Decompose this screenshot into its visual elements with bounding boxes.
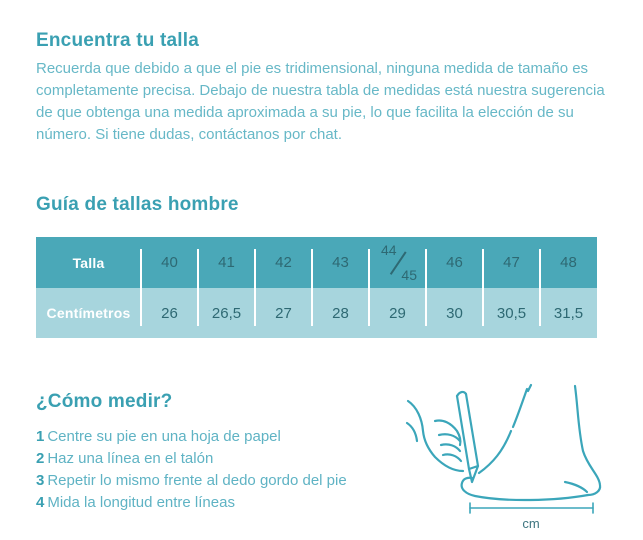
step-text: Centre su pie en una hoja de papel bbox=[47, 428, 281, 445]
column-divider bbox=[140, 249, 142, 326]
measure-steps-list bbox=[36, 426, 347, 514]
column-divider bbox=[368, 249, 370, 326]
split-size-bottom: 45 bbox=[401, 267, 417, 283]
step-number: 2 bbox=[36, 450, 45, 467]
page-title: Encuentra tu talla bbox=[36, 30, 200, 51]
measure-step bbox=[36, 426, 347, 448]
size-cell: 47 bbox=[503, 254, 520, 271]
size-cell: 48 bbox=[560, 254, 577, 271]
how-to-measure-title: ¿Cómo medir? bbox=[36, 391, 173, 412]
measure-step bbox=[36, 470, 347, 492]
column-divider bbox=[482, 249, 484, 326]
column-divider bbox=[254, 249, 256, 326]
column-divider bbox=[539, 249, 541, 326]
measure-step bbox=[36, 448, 347, 470]
size-row-label: Talla bbox=[72, 254, 105, 271]
cm-cell: 26,5 bbox=[211, 304, 242, 322]
cm-cell: 31,5 bbox=[553, 304, 584, 322]
step-text: Mida la longitud entre líneas bbox=[47, 494, 235, 511]
size-cell: 43 bbox=[332, 254, 349, 271]
split-size-top: 44 bbox=[381, 242, 397, 258]
step-number: 4 bbox=[36, 494, 45, 511]
step-number: 3 bbox=[36, 472, 45, 489]
foot-outline bbox=[575, 386, 600, 495]
step-text: Repetir lo mismo frente al dedo gordo del pie bbox=[47, 472, 347, 489]
size-cell-split bbox=[369, 237, 426, 288]
step-number: 1 bbox=[36, 428, 45, 445]
column-divider bbox=[311, 249, 313, 326]
size-cell: 41 bbox=[218, 254, 235, 271]
foot-measurement-illustration bbox=[405, 383, 635, 540]
size-cell: 42 bbox=[275, 254, 292, 271]
cm-row bbox=[36, 288, 597, 338]
cm-cell: 30,5 bbox=[496, 304, 527, 322]
size-table bbox=[36, 237, 597, 338]
size-guide-title: Guía de tallas hombre bbox=[36, 194, 239, 215]
step-text: Haz una línea en el talón bbox=[47, 450, 214, 467]
cm-cell: 28 bbox=[332, 304, 349, 322]
measure-step bbox=[36, 492, 347, 514]
cm-cell: 26 bbox=[161, 304, 178, 322]
cm-cell: 29 bbox=[389, 304, 406, 322]
intro-paragraph: Recuerda que debido a que el pie es tridimensional, ninguna medida de tamaño es completamente precisa. Debajo de nuestra tabla de medidas está nuestra sugerencia de que obtenga una medida aproximada a su pie, lo que facilita la elección de su número. Si tiene dudas, contáctanos por chat. bbox=[36, 60, 605, 143]
column-divider bbox=[197, 249, 199, 326]
pencil-icon bbox=[457, 392, 466, 396]
cm-label: cm bbox=[522, 516, 540, 531]
cm-row-label: Centímetros bbox=[46, 305, 131, 321]
column-divider bbox=[425, 249, 427, 326]
size-cell: 46 bbox=[446, 254, 463, 271]
size-cell: 40 bbox=[161, 254, 178, 271]
size-row bbox=[36, 237, 597, 288]
cm-cell: 30 bbox=[446, 304, 463, 322]
cm-cell: 27 bbox=[275, 304, 292, 322]
